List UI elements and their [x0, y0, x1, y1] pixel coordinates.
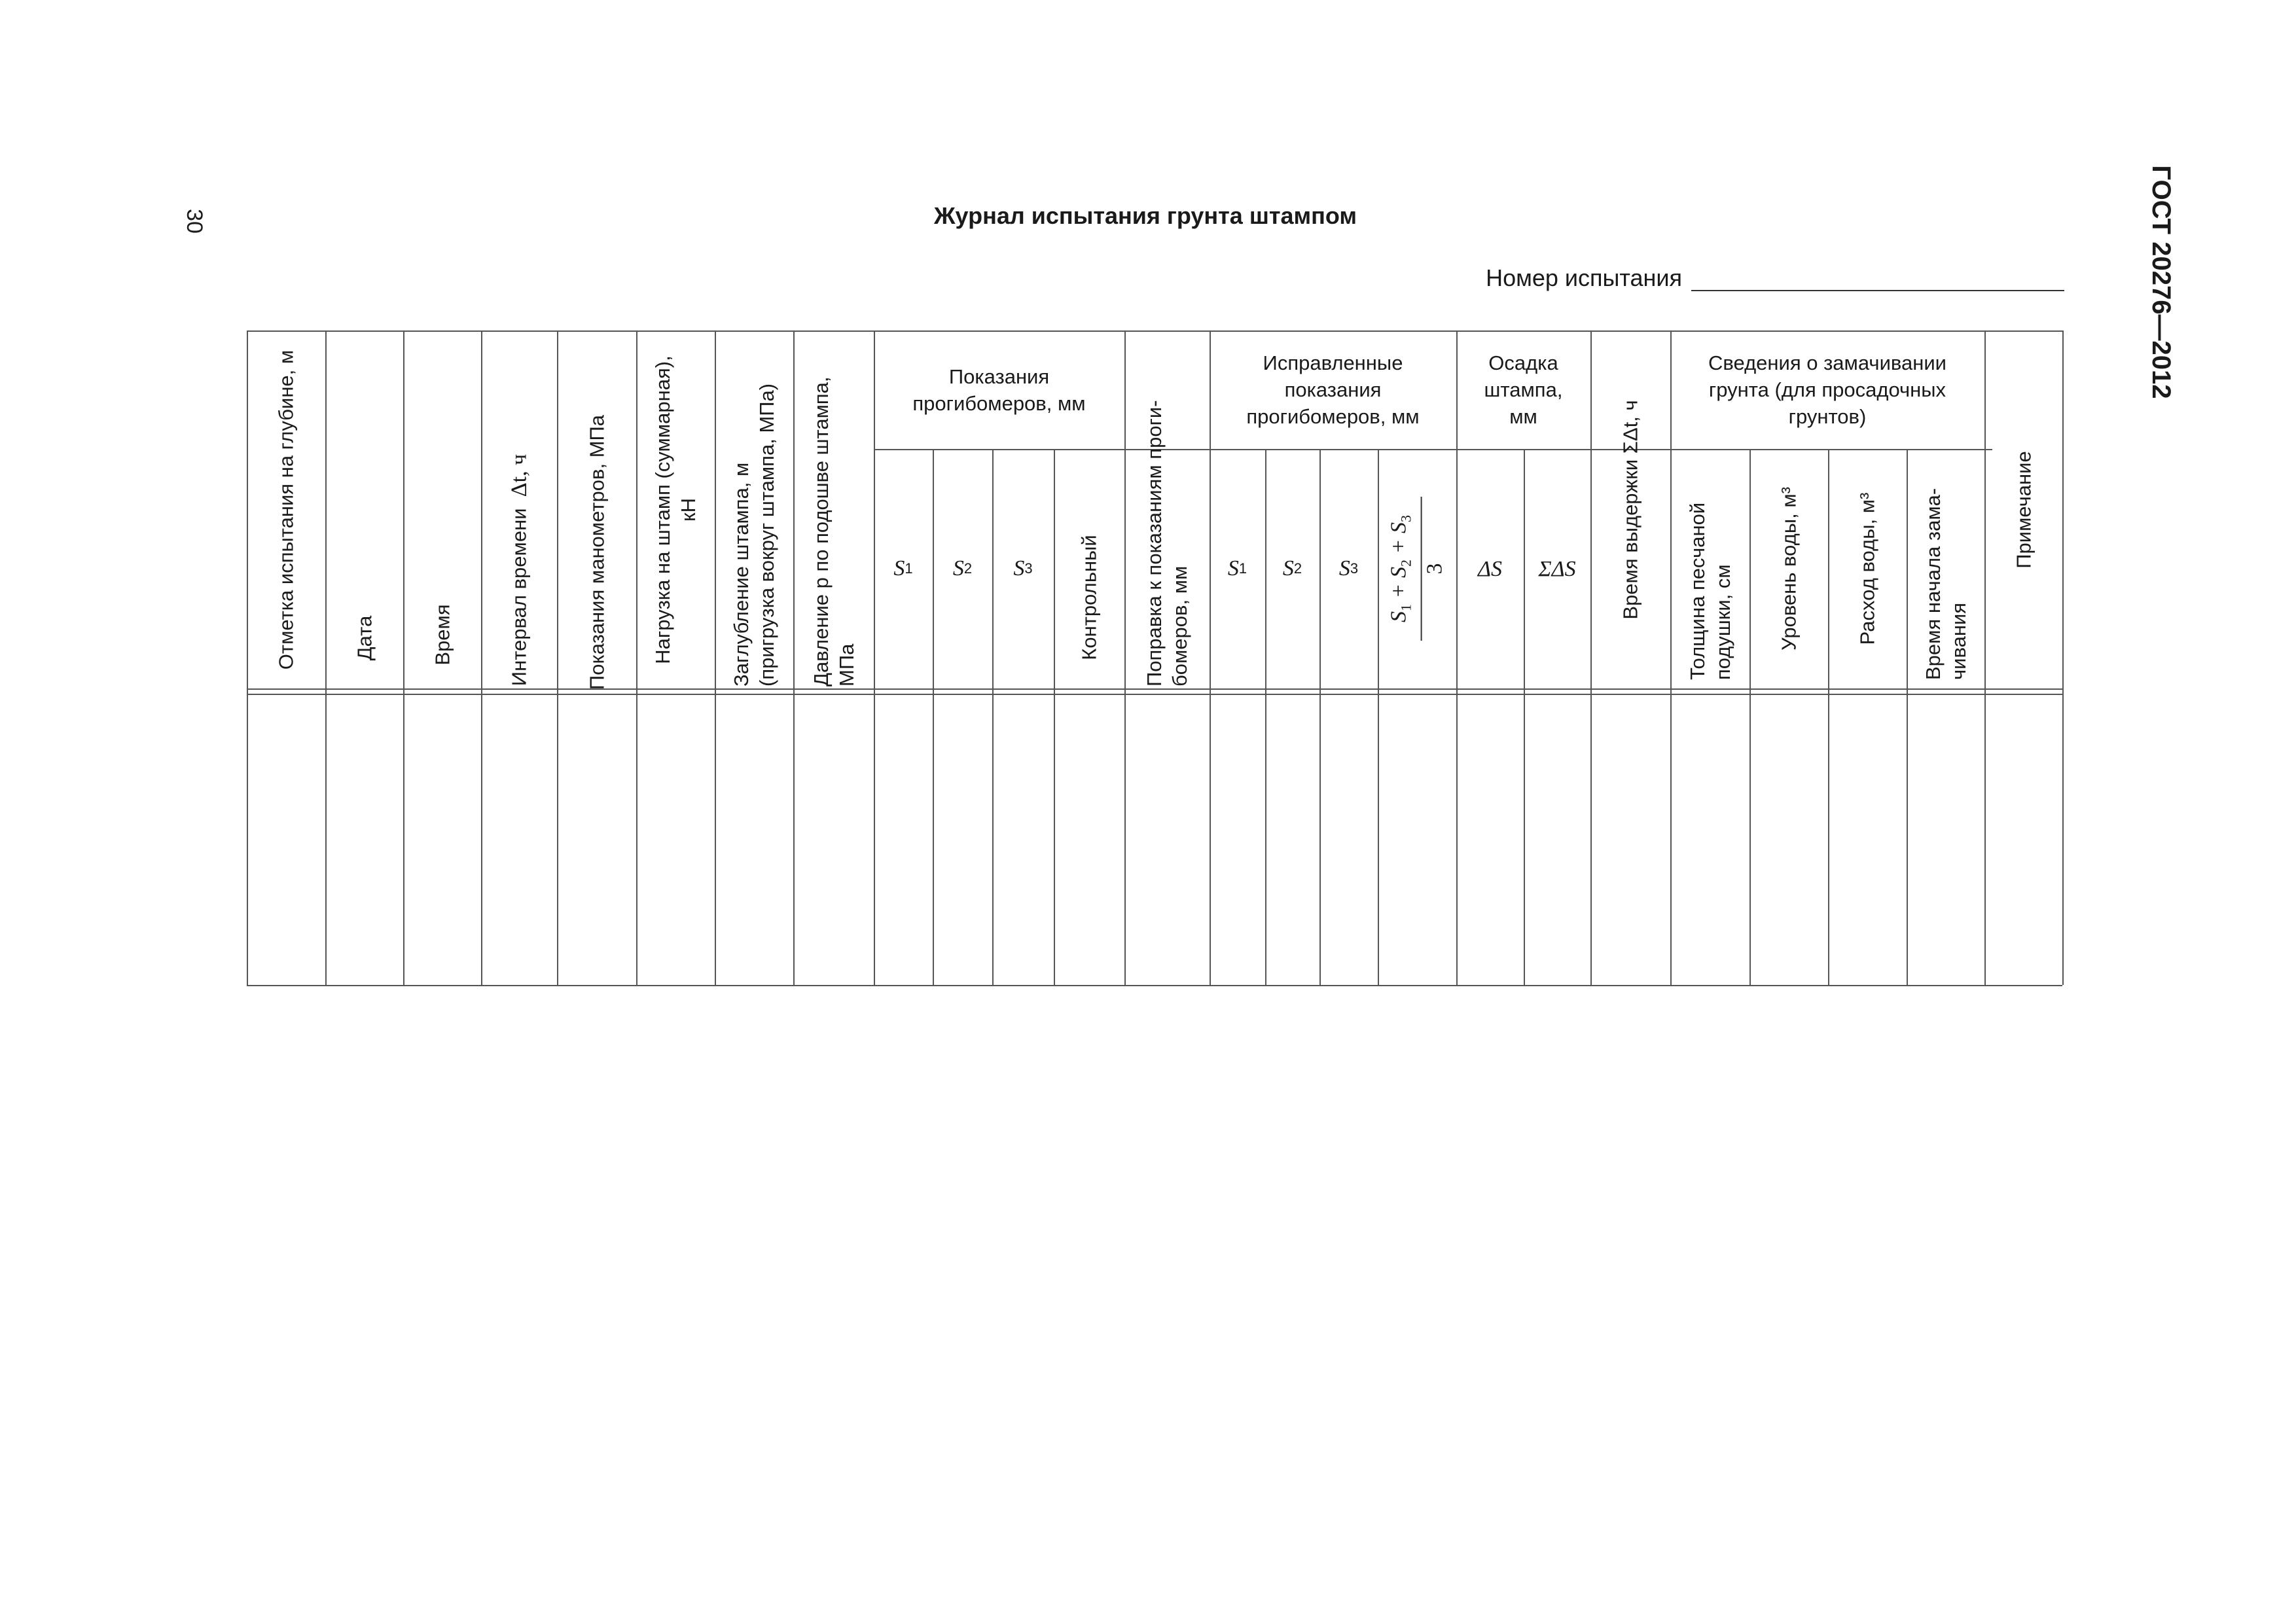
header-holding-time: Время выдержки ΣΔt, ч [1619, 399, 1642, 620]
header-s2: S 2 [952, 556, 973, 580]
header-corrected-s1: S 1 [1227, 556, 1247, 580]
header-manometer: Показания манометров, МПа [585, 415, 608, 690]
header-corrected-readings: Исправленные показания прогибомеров, мм [1246, 351, 1420, 428]
header-soaking-info: Сведения о замачивании грунта (для просадочных грунтов) [1708, 351, 1946, 428]
header-average-formula: $S_1 + S_2 + S_3$ 3 [1378, 449, 1456, 688]
header-sand-cushion: Толщина песчаной подушки, см [1685, 502, 1734, 680]
col-line [2062, 330, 2064, 985]
header-delta-s: ΔS [1478, 556, 1502, 581]
header-settlement: Осадка штампа, мм [1484, 351, 1563, 428]
header-s1: S 1 [893, 556, 913, 580]
table-bottom-border [247, 985, 2062, 986]
header-time: Время [431, 604, 454, 666]
test-number-field[interactable] [1691, 290, 2064, 291]
header-deflectometer-readings: Показания прогибомеров, мм [912, 365, 1086, 415]
page-number: 30 [182, 209, 207, 234]
page-title: Журнал испытания грунта штампом [934, 202, 1357, 229]
test-number-label: Номер испытания [1486, 264, 1682, 291]
table-row[interactable] [247, 695, 2062, 985]
header-pressure: Давление p по подошве штампа, МПа [809, 376, 858, 687]
header-depth-mark: Отметка испытания на глубине, м [274, 349, 298, 669]
header-corrected-s2: S 2 [1282, 556, 1302, 580]
header-soaking-start: Время начала зама- чивания [1921, 488, 1970, 680]
header-load: Нагрузка на штамп (суммарная), кН [651, 355, 700, 664]
header-date: Дата [353, 616, 376, 661]
header-correction: Поправка к показаниям проги- бомеров, мм [1143, 399, 1191, 687]
header-control: Контрольный [1077, 535, 1101, 660]
document-code: ГОСТ 20276—2012 [2147, 165, 2176, 399]
header-time-interval: Интервал времени Δt, ч [507, 454, 531, 687]
delta-t-symbol: Δt, ч [507, 454, 531, 497]
header-s3: S 3 [1013, 556, 1033, 580]
header-water-consumption: Расход воды, м³ [1856, 492, 1879, 645]
header-sum-delta-s: ΣΔS [1538, 556, 1576, 581]
header-embedment: Заглубление штампа, м (пригрузка вокруг штампа, МПа) [730, 383, 778, 687]
header-note: Примечание [2012, 450, 2035, 569]
header-corrected-s3: S 3 [1338, 556, 1359, 580]
header-water-level: Уровень воды, м³ [1777, 487, 1801, 651]
